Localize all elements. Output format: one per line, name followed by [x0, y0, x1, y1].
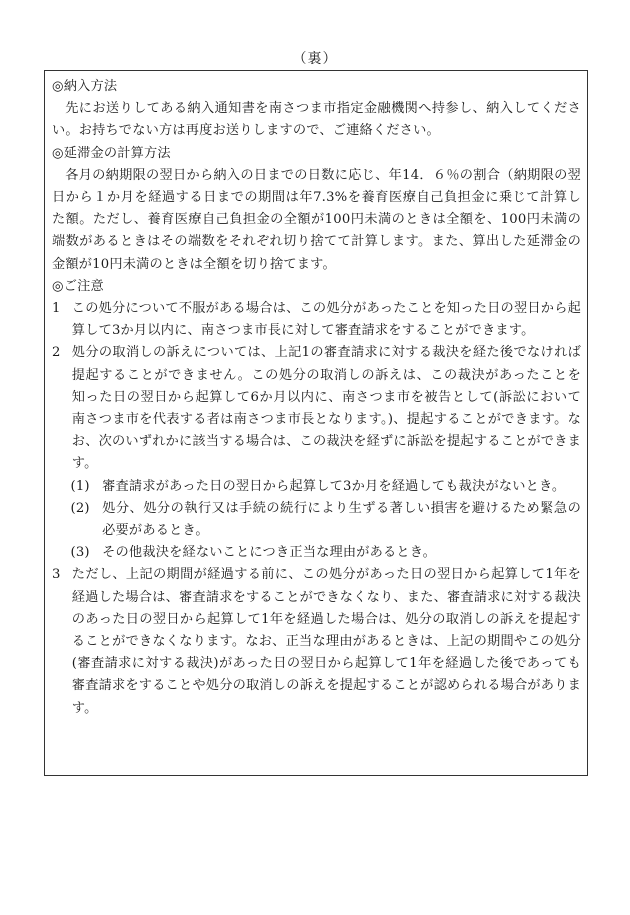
- item-text: この処分について不服がある場合は、この処分があったことを知った日の翌日から起算して3か月以内に、南さつま市長に対して審査請求をすることができます。: [71, 301, 581, 339]
- item-number: 2: [52, 345, 61, 361]
- notice-item-3: [52, 564, 581, 719]
- subitem-text: 審査請求があった日の翌日から起算して3か月を経過しても裁決がないとき。: [102, 478, 566, 494]
- subitem-text: 処分、処分の執行又は手続の続行により生ずる著しい損害を避けるため緊急の必要があるとき。: [102, 500, 581, 539]
- item-text: 処分の取消しの訴えについては、上記1の審査請求に対する裁決を経た後でなければ提起することができません。この処分の取消しの訴えは、この裁決があったことを知った日の翌日から起算して6か月以内に、南さつま市を被告として(訴訟において南さつま市を代表する者は南さつま市長となります。)、提起することができます。なお、次のいずれかに該当する場合は、この裁決を経ずに訴訟を提起することができます。: [71, 345, 581, 472]
- page-side-label: （裏）: [292, 51, 338, 67]
- notice-item-1: [52, 298, 581, 342]
- payment-method-text: 先にお送りしてある納入通知書を南さつま市指定金融機関へ持参し、納入してください。お持ちでない方は再度お送りしますので、ご連絡ください。: [52, 101, 581, 139]
- item-number: 1: [52, 301, 61, 317]
- subitem-number: (1): [70, 478, 90, 494]
- subitem-number: (3): [70, 545, 90, 561]
- subitem-number: (2): [70, 500, 90, 516]
- item-number: 3: [52, 567, 61, 583]
- notice-subitem-3: [52, 542, 581, 564]
- notice-subitem-1: [52, 476, 581, 498]
- notice-box: [44, 70, 588, 776]
- notice-subitem-2: [52, 498, 581, 542]
- notice-heading: ◎ご注意: [52, 278, 104, 294]
- notice-item-2: [52, 342, 581, 475]
- subitem-text: その他裁決を経ないことにつき正当な理由があるとき。: [102, 545, 437, 561]
- item-text: ただし、上記の期間が経過する前に、この処分があった日の翌日から起算して1年を経過した場合は、審査請求をすることができなくなり、また、審査請求に対する裁決のあった日の翌日から起算して1年を経過した場合は、処分の取消しの訴えを提起することができなくなります。なお、正当な理由があるときは、上記の期間やこの処分(審査請求に対する裁決)があった日の翌日から起算して1年を経過した後であっても審査請求をすることや処分の取消しの訴えを提起することが認められる場合があります。: [71, 567, 581, 716]
- payment-method-heading: ◎納入方法: [52, 79, 118, 94]
- late-fee-heading: ◎延滞金の計算方法: [52, 145, 171, 161]
- late-fee-text: 各月の納期限の翌日から納入の日までの日数に応じ、年14．６％の割合（納期限の翌日から１か月を経過する日までの期間は年7.3%を養育医療自己負担金に乗じて計算した額。ただし、養育医療自己負担金の全額が100円未満のときは全額を、100円未満の端数があるときはその端数をそれぞれ切り捨てて計算します。また、算出した延滞金の金額が10円未満のときは全額を切り捨てます。: [52, 167, 581, 272]
